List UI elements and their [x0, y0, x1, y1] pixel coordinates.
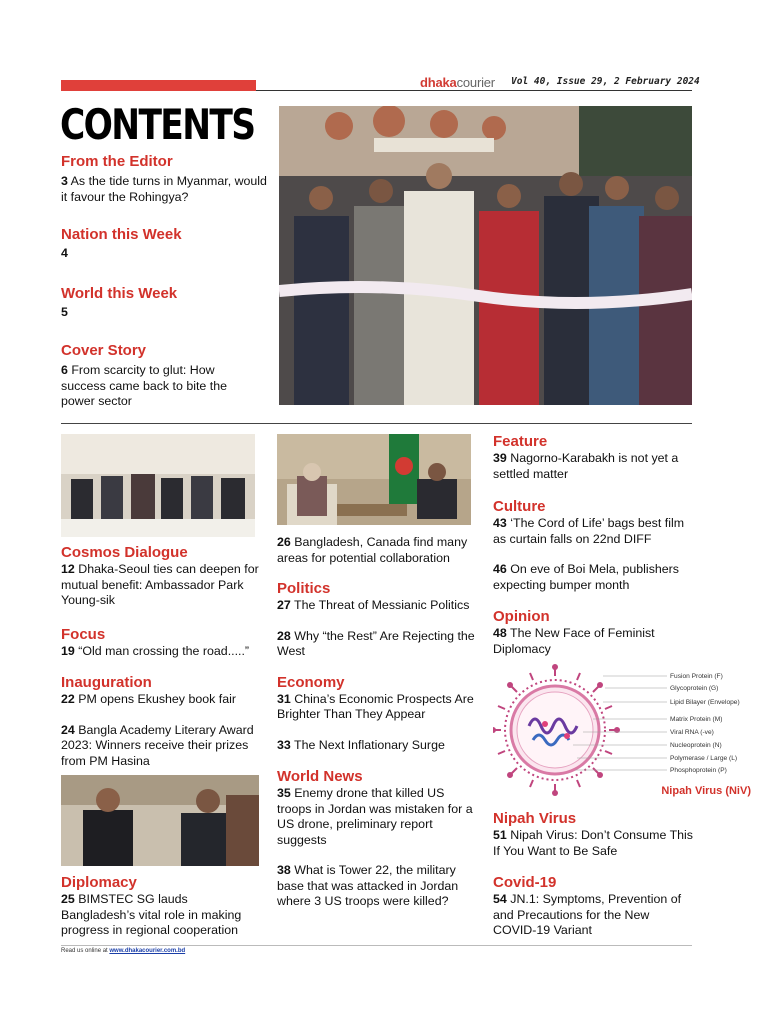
section-title: Diplomacy [61, 874, 137, 891]
diagram-label: Nucleoprotein (N) [670, 742, 722, 749]
list-item[interactable]: 6 From scarcity to glut: How success came back to bite the power sector [61, 363, 227, 408]
cosmos-dialogue-photo [61, 434, 255, 537]
website-link[interactable]: www.dhakacourier.com.bd [109, 948, 186, 954]
list-item[interactable]: 35 Enemy drone that killed US troops in Jordan was mistaken for a US drone, preliminary report suggests [277, 786, 473, 847]
footer-rule [61, 945, 692, 946]
section-politics[interactable] [277, 580, 477, 660]
diagram-label: Fusion Protein (F) [670, 673, 723, 680]
list-item[interactable]: 27 The Threat of Messianic Politics [277, 598, 470, 612]
diplomacy-photo [61, 775, 259, 866]
section-divider [61, 423, 692, 424]
list-item[interactable]: 5 [61, 304, 68, 319]
section-focus[interactable] [61, 626, 261, 660]
column-2 [277, 535, 477, 910]
section-title: Focus [61, 625, 106, 643]
column-3-lower [493, 810, 693, 939]
cover-photo [279, 106, 692, 405]
section-diplomacy[interactable] [61, 874, 261, 939]
header-red-bar [61, 80, 256, 91]
diagram-label: Matrix Protein (M) [670, 716, 723, 723]
diagram-label: Polymerase / Large (L) [670, 755, 738, 762]
list-item[interactable]: 26 Bangladesh, Canada find many areas for potential collaboration [277, 535, 468, 565]
nipah-virus-diagram [493, 664, 755, 802]
footer: Read us online at www.dhakacourier.com.bd [61, 948, 186, 954]
section-title: Opinion [493, 608, 550, 625]
list-item[interactable]: 4 [61, 246, 68, 260]
list-item[interactable]: 24 Bangla Academy Literary Award 2023: Winners receive their prizes from PM Hasina [61, 722, 254, 768]
section-editor[interactable] [61, 153, 271, 205]
section-world[interactable] [61, 285, 271, 321]
list-item[interactable]: 48 The New Face of Feminist Diplomacy [493, 626, 655, 656]
list-item[interactable]: 3 As the tide turns in Myanmar, would it favour the Rohingya? [61, 174, 267, 204]
list-item[interactable]: 22 PM opens Ekushey book fair [61, 692, 236, 706]
section-title: Cover Story [61, 342, 147, 359]
list-item[interactable]: 54 JN.1: Symptoms, Prevention of and Precautions for the New COVID-19 Variant [493, 892, 682, 937]
section-title: Feature [493, 433, 548, 450]
list-item[interactable]: 25 BIMSTEC SG lauds Bangladesh’s vital role in making progress in regional cooperation [61, 892, 242, 937]
list-item[interactable]: 12 Dhaka-Seoul ties can deepen for mutual benefit: Ambassador Park Young-sik [61, 562, 259, 607]
section-culture[interactable] [493, 498, 693, 593]
section-title: From the Editor [61, 153, 173, 170]
bangladesh-canada-photo [277, 434, 471, 525]
section-nipah[interactable] [493, 810, 693, 859]
list-item[interactable]: 46 On eve of Boi Mela, publishers expecting bumper month [493, 562, 679, 592]
list-item[interactable]: 43 ‘The Cord of Life’ bags best film as curtain falls on 22nd DIFF [493, 516, 685, 546]
section-title: Politics [277, 580, 331, 597]
list-item[interactable]: 19 “Old man crossing the road.....” [61, 643, 250, 658]
brand-logo: dhakacourier [420, 75, 495, 90]
header-rule [256, 90, 692, 91]
section-inauguration[interactable] [61, 674, 261, 769]
section-title: Cosmos Dialogue [61, 544, 188, 561]
section-economy[interactable] [277, 674, 477, 754]
page-title: CONTENTS [60, 100, 255, 149]
section-cover[interactable] [61, 342, 271, 410]
issue-info: Vol 40, Issue 29, 2 February 2024 [511, 76, 700, 87]
section-title: Nation this Week [61, 226, 182, 243]
list-item[interactable]: 31 China’s Economic Prospects Are Brighter Than They Appear [277, 691, 474, 721]
list-item[interactable]: 28 Why “the Rest” Are Rejecting the West [277, 628, 475, 658]
section-title: World News [277, 768, 363, 785]
section-nation[interactable] [61, 226, 271, 262]
section-feature[interactable] [493, 433, 693, 482]
section-title: Economy [277, 673, 345, 691]
section-title: Inauguration [61, 674, 152, 691]
section-title: Nipah Virus [493, 810, 577, 827]
list-item[interactable]: 51 Nipah Virus: Don’t Consume This If You Want to Be Safe [493, 828, 693, 858]
list-item[interactable]: 33 The Next Inflationary Surge [277, 737, 445, 752]
diagram-caption: Nipah Virus (NiV) [661, 785, 751, 797]
diagram-label: Glycoprotein (G) [670, 685, 719, 692]
diagram-label: Phosphoprotein (P) [670, 767, 727, 774]
section-opinion[interactable] [493, 608, 693, 657]
section-title: World this Week [61, 284, 178, 302]
section-covid[interactable] [493, 874, 693, 939]
section-title: Culture [493, 498, 546, 515]
section-cosmos[interactable] [61, 544, 261, 609]
diagram-label: Lipid Bilayer (Envelope) [670, 699, 740, 706]
top-left-list [61, 153, 271, 410]
diagram-label: Viral RNA (-ve) [670, 729, 714, 736]
column-1 [61, 544, 261, 769]
list-item[interactable]: 38 What is Tower 22, the military base that was attacked in Jordan where 3 US troops were killed? [277, 863, 459, 908]
list-item[interactable]: 39 Nagorno-Karabakh is not yet a settled matter [493, 451, 679, 481]
section-world-news[interactable] [277, 768, 477, 910]
section-title: Covid-19 [493, 874, 557, 891]
virus-particle [493, 664, 620, 796]
column-3 [493, 433, 693, 657]
